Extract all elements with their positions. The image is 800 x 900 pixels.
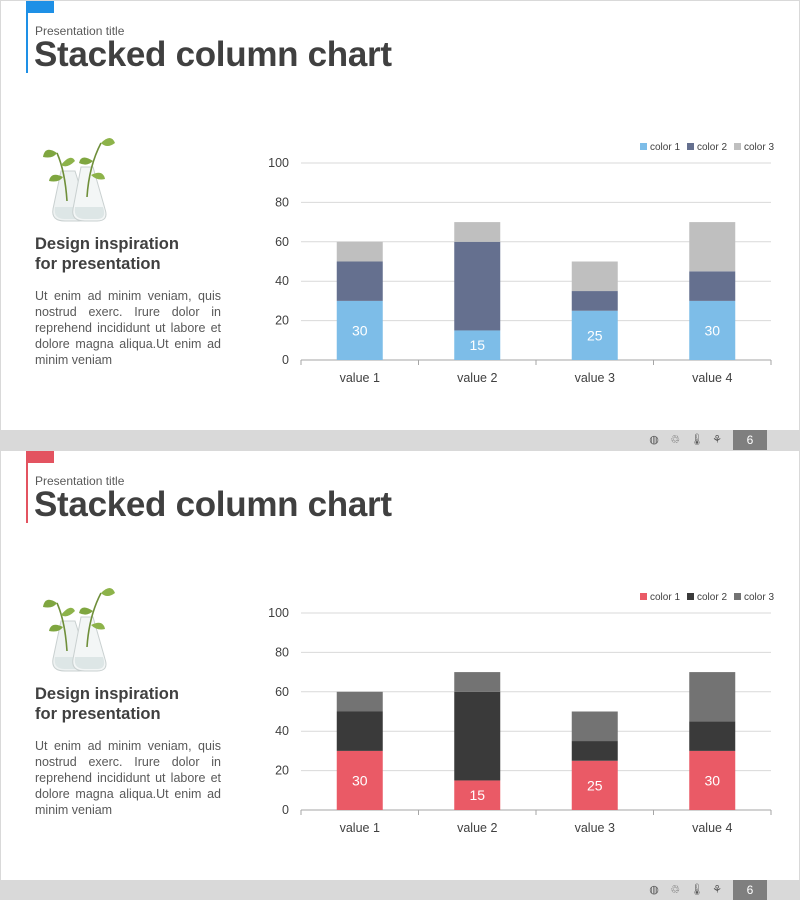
bar-segment bbox=[689, 222, 735, 271]
stacked-column-chart bbox=[256, 133, 786, 393]
legend-label: color 1 bbox=[650, 592, 681, 603]
y-tick-label: 20 bbox=[275, 313, 289, 328]
thermometer-icon: 🌡︎ bbox=[690, 883, 704, 896]
legend-swatch bbox=[687, 593, 694, 600]
legend-swatch bbox=[734, 593, 741, 600]
side-heading bbox=[35, 684, 225, 724]
y-tick-label: 40 bbox=[275, 724, 289, 739]
sprout-icon: ⚘ bbox=[712, 883, 722, 896]
page-number: 6 bbox=[733, 880, 767, 900]
data-label: 30 bbox=[704, 772, 721, 789]
footer-icons bbox=[648, 883, 723, 897]
x-tick-label: value 4 bbox=[692, 821, 733, 835]
side-heading-line-2: for presentation bbox=[35, 705, 161, 723]
bar-segment bbox=[454, 672, 500, 692]
x-tick-label: value 1 bbox=[339, 821, 380, 835]
accent-line bbox=[26, 13, 28, 73]
y-tick-label: 80 bbox=[275, 195, 289, 210]
x-tick-label: value 2 bbox=[457, 821, 498, 835]
stacked-column-chart bbox=[256, 583, 786, 843]
thermometer-icon: 🌡︎ bbox=[690, 433, 704, 446]
bar-segment bbox=[572, 712, 618, 742]
legend-swatch bbox=[640, 593, 647, 600]
y-tick-label: 60 bbox=[275, 684, 289, 699]
legend-swatch bbox=[734, 143, 741, 150]
recycle-icon: ♲ bbox=[670, 883, 680, 896]
y-tick-label: 60 bbox=[275, 234, 289, 249]
bar-segment bbox=[689, 721, 735, 751]
y-tick-label: 20 bbox=[275, 763, 289, 778]
x-tick-label: value 3 bbox=[574, 371, 615, 385]
flask-plant-icon bbox=[35, 581, 119, 677]
data-label: 30 bbox=[704, 322, 721, 339]
y-tick-label: 80 bbox=[275, 645, 289, 660]
bar-segment bbox=[454, 242, 500, 331]
accent-block bbox=[26, 451, 54, 463]
footer-bar bbox=[1, 430, 799, 450]
legend-label: color 3 bbox=[744, 142, 775, 153]
y-tick-label: 0 bbox=[282, 803, 289, 817]
legend-label: color 2 bbox=[697, 592, 728, 603]
y-tick-label: 0 bbox=[282, 353, 289, 367]
presentation-title: Presentation title bbox=[35, 474, 125, 488]
bar-segment bbox=[337, 692, 383, 712]
bar-segment bbox=[337, 712, 383, 751]
data-label: 25 bbox=[586, 777, 603, 794]
x-tick-label: value 1 bbox=[339, 371, 380, 385]
data-label: 25 bbox=[586, 327, 603, 344]
y-tick-label: 40 bbox=[275, 274, 289, 289]
sprout-icon: ⚘ bbox=[712, 433, 722, 446]
legend-swatch bbox=[640, 143, 647, 150]
flask-plant-icon bbox=[35, 131, 119, 227]
side-heading-line-1: Design inspiration bbox=[35, 685, 179, 703]
side-heading bbox=[35, 234, 225, 274]
globe-icon: ◍ bbox=[649, 883, 659, 896]
footer-icons bbox=[648, 433, 723, 447]
data-label: 30 bbox=[351, 322, 368, 339]
bar-segment bbox=[572, 291, 618, 311]
slide-2 bbox=[0, 450, 800, 900]
side-heading-line-2: for presentation bbox=[35, 255, 161, 273]
slide-title: Stacked column chart bbox=[34, 485, 392, 524]
side-body-text: Ut enim ad minim veniam, quis nostrud exerc. Irure dolor in reprehend incididunt ut labore et dolore magna aliqua.Ut enim ad minim veniam bbox=[35, 739, 221, 817]
bar-segment bbox=[572, 741, 618, 761]
bar-segment bbox=[689, 672, 735, 721]
bar-segment bbox=[337, 242, 383, 262]
bar-segment bbox=[572, 262, 618, 292]
accent-block bbox=[26, 1, 54, 13]
y-tick-label: 100 bbox=[268, 156, 289, 170]
page-number: 6 bbox=[733, 430, 767, 450]
x-tick-label: value 4 bbox=[692, 371, 733, 385]
legend-swatch bbox=[687, 143, 694, 150]
x-tick-label: value 3 bbox=[574, 821, 615, 835]
globe-icon: ◍ bbox=[649, 433, 659, 446]
x-tick-label: value 2 bbox=[457, 371, 498, 385]
bar-segment bbox=[337, 262, 383, 301]
data-label: 30 bbox=[351, 772, 368, 789]
data-label: 15 bbox=[469, 787, 486, 804]
accent-line bbox=[26, 463, 28, 523]
bar-segment bbox=[454, 692, 500, 781]
legend-label: color 2 bbox=[697, 142, 728, 153]
footer-bar bbox=[1, 880, 799, 900]
slide-title: Stacked column chart bbox=[34, 35, 392, 74]
legend-label: color 3 bbox=[744, 592, 775, 603]
bar-segment bbox=[689, 271, 735, 301]
side-body-text: Ut enim ad minim veniam, quis nostrud exerc. Irure dolor in reprehend incididunt ut labore et dolore magna aliqua.Ut enim ad minim veniam bbox=[35, 289, 221, 367]
bar-segment bbox=[454, 222, 500, 242]
y-tick-label: 100 bbox=[268, 606, 289, 620]
recycle-icon: ♲ bbox=[670, 433, 680, 446]
legend-label: color 1 bbox=[650, 142, 681, 153]
data-label: 15 bbox=[469, 337, 486, 354]
presentation-title: Presentation title bbox=[35, 24, 125, 38]
side-heading-line-1: Design inspiration bbox=[35, 235, 179, 253]
